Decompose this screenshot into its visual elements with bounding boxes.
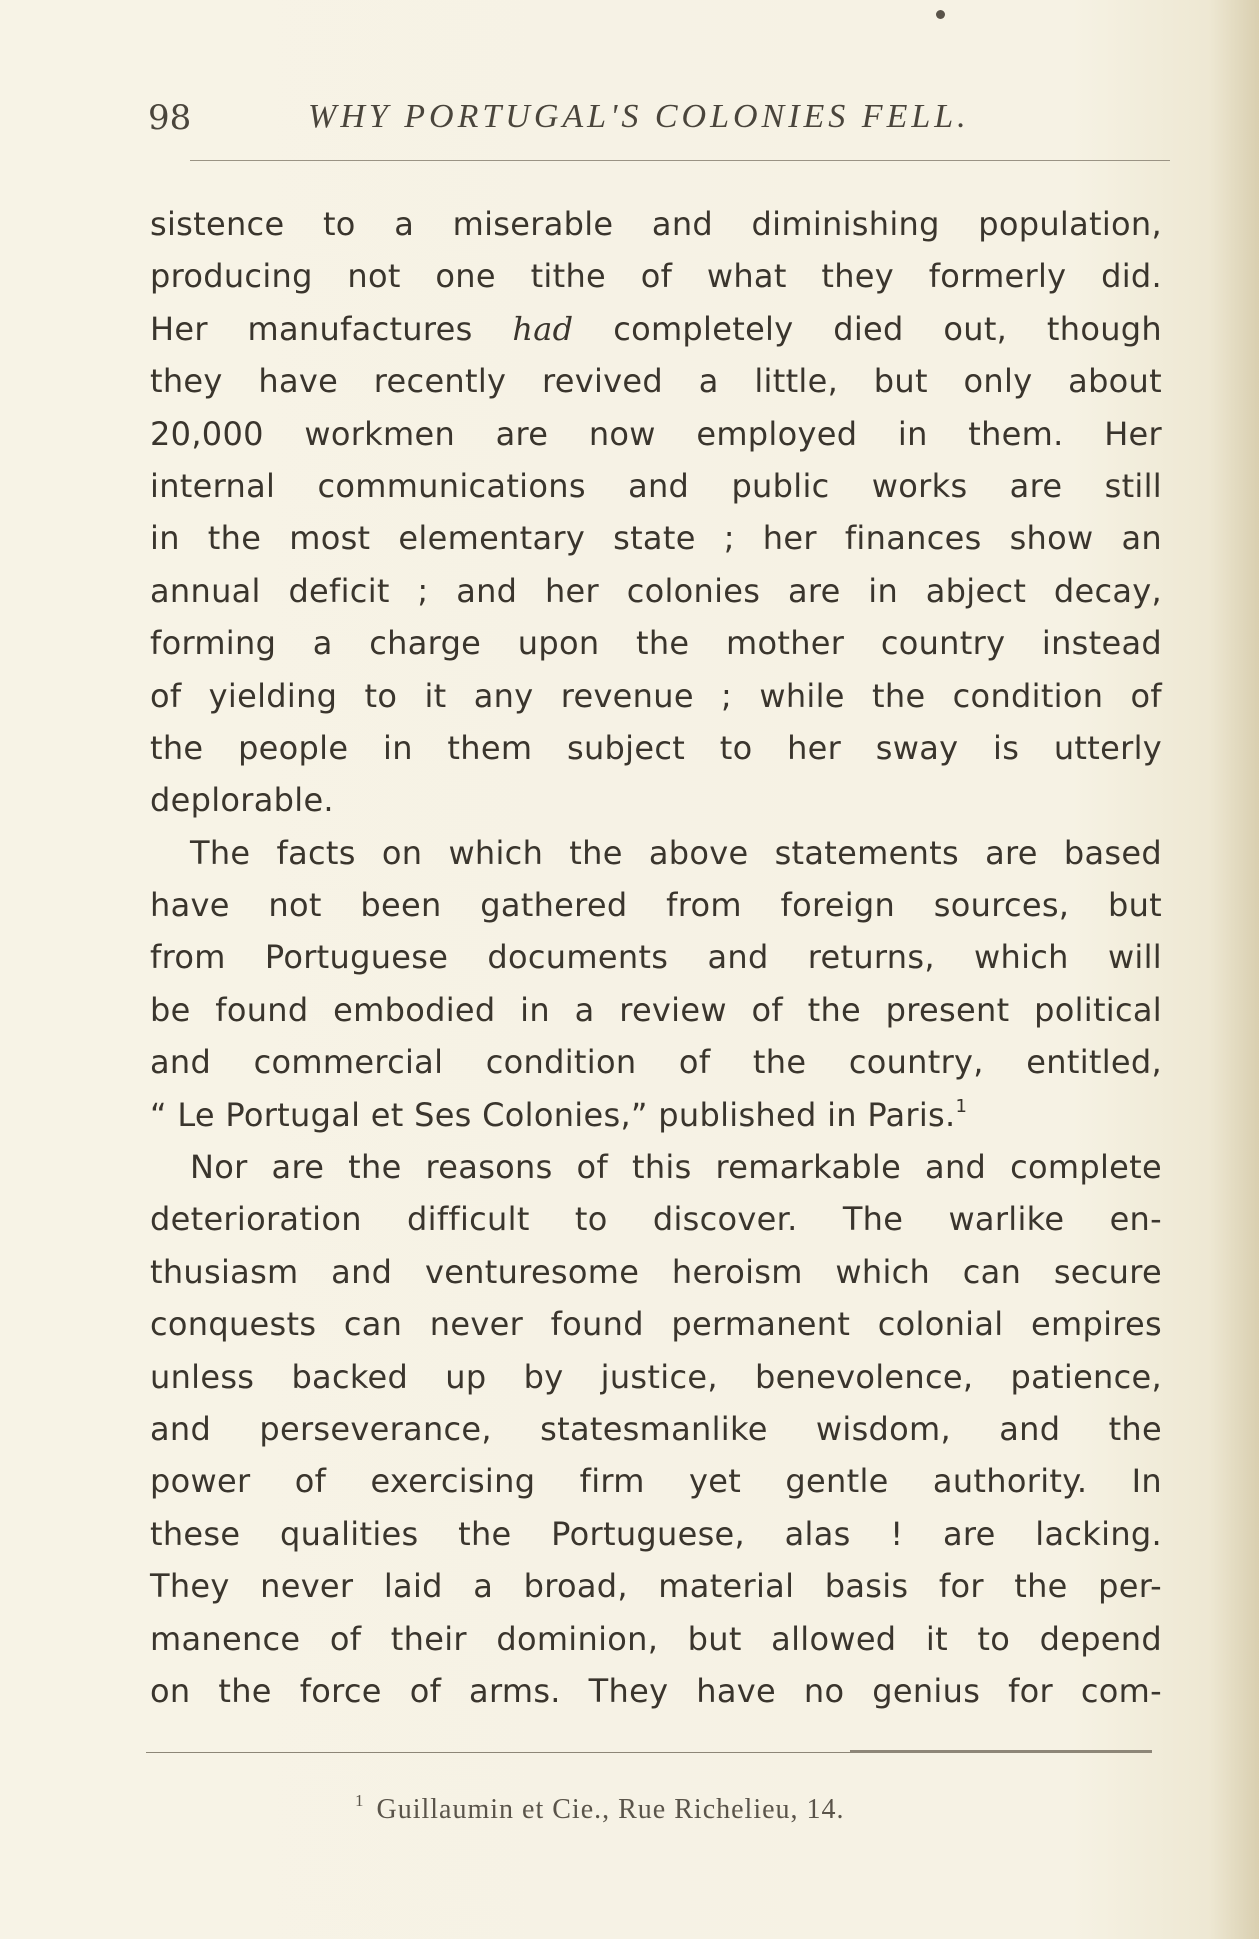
text-line: have not been gathered from foreign sources, but: [150, 886, 1162, 925]
text-line: in the most elementary state ; her finances show an: [150, 519, 1162, 558]
text-line: power of exercising firm yet gentle authority. In: [150, 1462, 1162, 1501]
text-line: they have recently revived a little, but only about: [150, 362, 1162, 401]
text-line: thusiasm and venturesome heroism which can secure: [150, 1252, 1162, 1291]
footnote-text: Guillaumin et Cie., Rue Richelieu, 14.: [376, 1794, 845, 1825]
text-line: internal communications and public works are still: [150, 466, 1162, 505]
text-line: from Portuguese documents and returns, which will: [150, 938, 1162, 977]
footnote-reference: 1: [955, 1095, 968, 1117]
text-line: and commercial condition of the country, entitled,: [150, 1043, 1162, 1082]
text-line: annual deficit ; and her colonies are in abject decay,: [150, 571, 1162, 610]
footnote-marker: 1: [355, 1791, 365, 1810]
text-line: the people in them subject to her sway is utterly: [150, 728, 1162, 767]
text-line: and perseverance, statesmanlike wisdom, and the: [150, 1409, 1162, 1448]
text-line: producing not one tithe of what they formerly did.: [150, 257, 1162, 296]
text-line: The facts on which the above statements are based: [190, 833, 1162, 872]
running-title: WHY PORTUGAL'S COLONIES FELL.: [308, 98, 970, 135]
text-line: conquests can never found permanent colonial empires: [150, 1305, 1162, 1344]
text-line: unless backed up by justice, benevolence, patience,: [150, 1357, 1162, 1396]
footnote: [355, 1791, 845, 1826]
text-line: [150, 1089, 1162, 1141]
text-line: deplorable.: [150, 781, 334, 820]
italic-word: had: [512, 309, 574, 348]
page-header: [148, 98, 1168, 148]
text-line: 20,000 workmen are now employed in them. Her: [150, 414, 1162, 453]
text-fragment: Her manufactures: [150, 309, 473, 348]
header-rule: [190, 160, 1170, 161]
text-line: these qualities the Portuguese, alas ! are lacking.: [150, 1514, 1162, 1553]
text-fragment: “ Le Portugal et Ses Colonies,” published in Paris.: [150, 1095, 956, 1134]
ink-dot: [936, 10, 945, 19]
text-line: manence of their dominion, but allowed it to depend: [150, 1619, 1162, 1658]
text-line: forming a charge upon the mother country instead: [150, 624, 1162, 663]
text-line: sistence to a miserable and diminishing population,: [150, 205, 1162, 243]
footnote-rule-accent: [850, 1750, 1152, 1752]
page-number: 98: [148, 98, 192, 138]
text-line: They never laid a broad, material basis for the per-: [150, 1567, 1162, 1606]
text-line: of yielding to it any revenue ; while the condition of: [150, 676, 1162, 715]
text-line: deterioration difficult to discover. The warlike en-: [150, 1200, 1162, 1239]
footnote-rule: [146, 1752, 1152, 1753]
text-line: Nor are the reasons of this remarkable and complete: [190, 1148, 1162, 1187]
text-line: be found embodied in a review of the present political: [150, 990, 1162, 1029]
text-line: [150, 303, 1162, 355]
text-fragment: completely died out, though: [613, 309, 1162, 348]
body-text: [150, 198, 1162, 1717]
text-line: on the force of arms. They have no genius for com-: [150, 1671, 1162, 1710]
